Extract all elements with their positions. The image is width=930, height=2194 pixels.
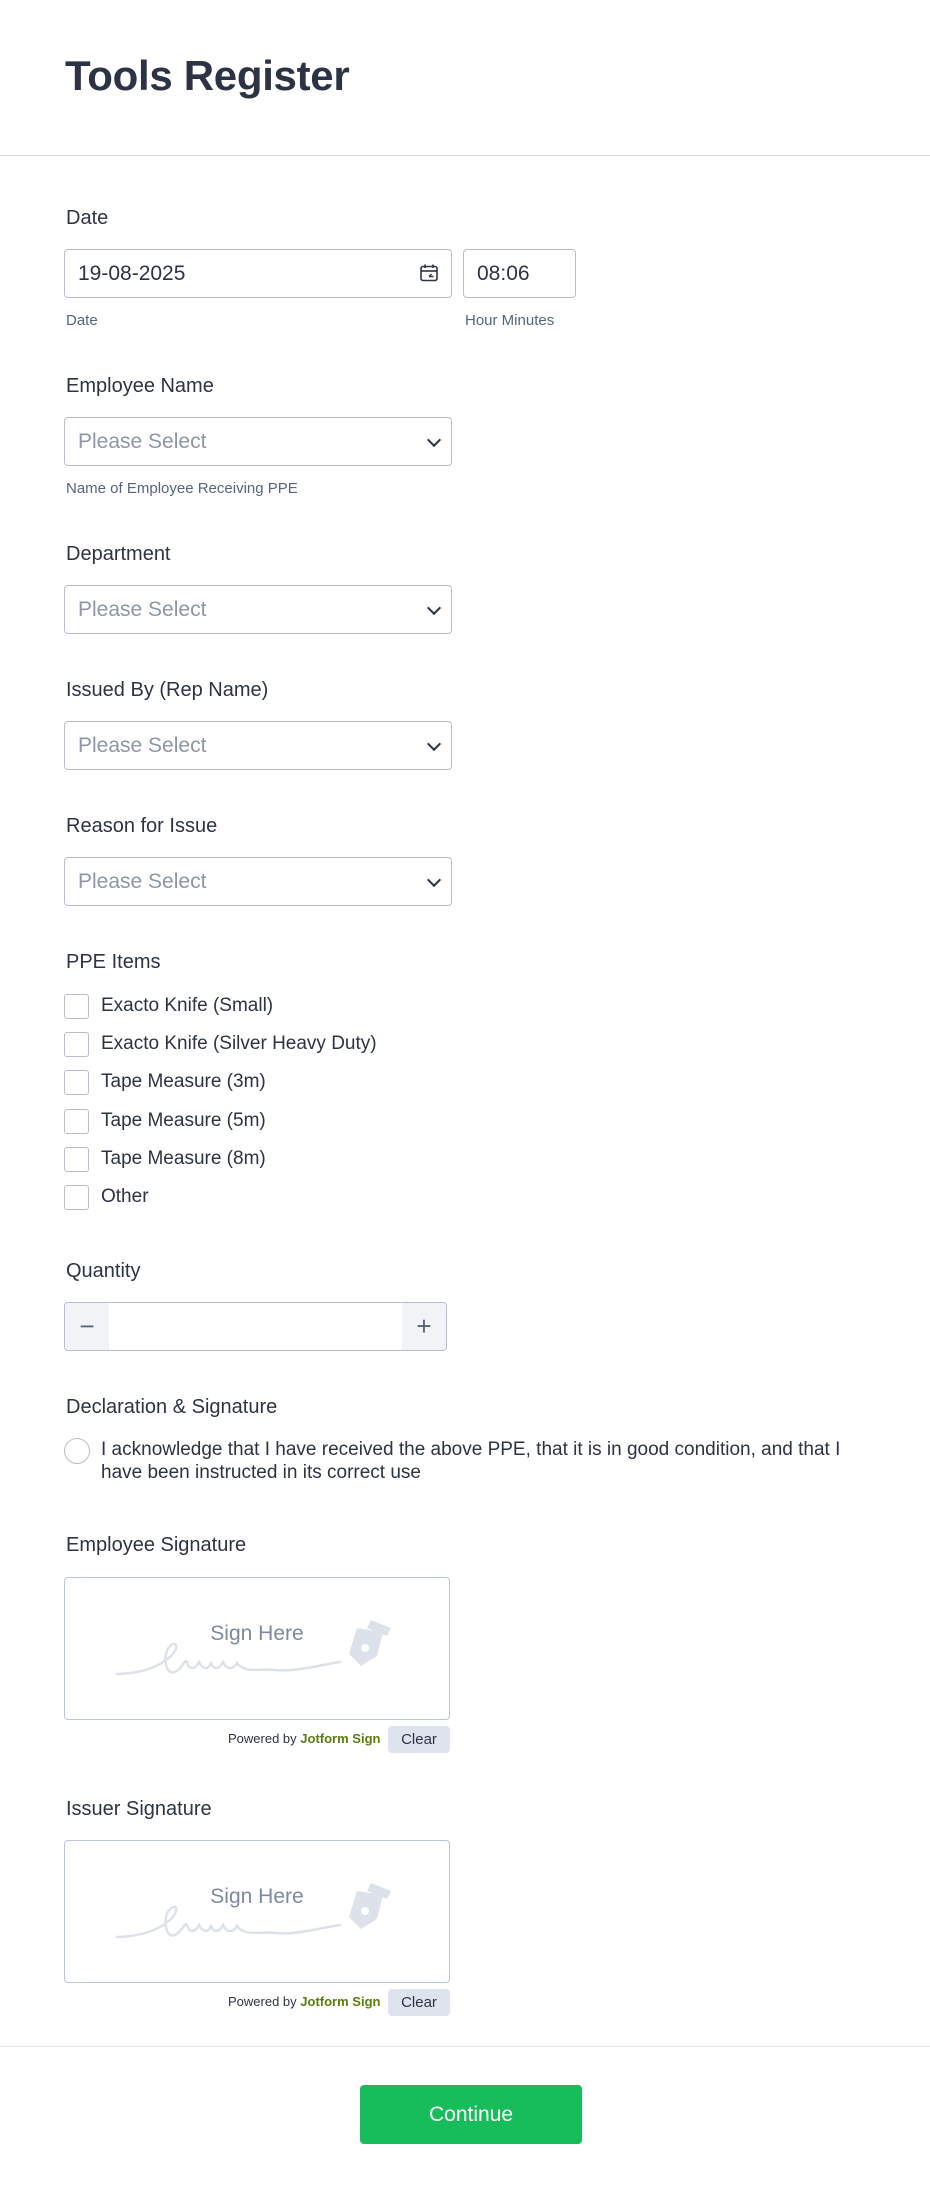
employee-name-label: Employee Name <box>66 375 214 397</box>
sign-here-text: Sign Here <box>210 1885 304 1908</box>
employee-name-select[interactable] <box>64 417 452 466</box>
clear-issuer-signature-button[interactable]: Clear <box>388 1989 450 2016</box>
reason-label: Reason for Issue <box>66 815 218 837</box>
employee-name-sublabel: Name of Employee Receiving PPE <box>66 480 298 497</box>
chevron-down-icon <box>427 600 441 614</box>
date-input[interactable] <box>64 249 452 298</box>
signature-pen-icon <box>115 1618 405 1688</box>
ppe-option-label: Exacto Knife (Small) <box>101 995 274 1016</box>
quantity-stepper <box>64 1302 447 1351</box>
decrement-button[interactable]: − <box>65 1303 109 1350</box>
powered-prefix: Powered by <box>228 1994 297 2009</box>
checkbox[interactable] <box>64 1032 89 1057</box>
clear-employee-signature-button[interactable]: Clear <box>388 1726 450 1753</box>
chevron-down-icon <box>427 432 441 446</box>
time-value: 08:06 <box>477 261 530 285</box>
issued-by-label: Issued By (Rep Name) <box>66 679 269 701</box>
checkbox[interactable] <box>64 1070 89 1095</box>
signature-pen-icon <box>115 1881 405 1951</box>
jotform-sign-link[interactable]: Jotform Sign <box>300 1731 381 1746</box>
reason-select[interactable] <box>64 857 452 906</box>
ppe-items-label: PPE Items <box>66 951 161 973</box>
department-label: Department <box>66 543 171 565</box>
ppe-option-label: Exacto Knife (Silver Heavy Duty) <box>101 1033 377 1054</box>
time-input[interactable] <box>463 249 576 298</box>
chevron-down-icon <box>427 872 441 886</box>
date-sublabel: Date <box>66 312 98 329</box>
date-label: Date <box>66 207 109 229</box>
ppe-option[interactable] <box>64 1069 266 1095</box>
checkbox[interactable] <box>64 994 89 1019</box>
quantity-input[interactable] <box>109 1303 402 1350</box>
employee-signature-pad[interactable] <box>64 1577 450 1720</box>
ppe-option[interactable] <box>64 1146 266 1172</box>
ppe-option-label: Tape Measure (5m) <box>101 1110 266 1131</box>
acknowledge-radio[interactable] <box>64 1438 90 1464</box>
chevron-down-icon <box>427 736 441 750</box>
declaration-text: I acknowledge that I have received the above PPE, that it is in good condition, and that I have been instructed in its correct use <box>101 1439 841 1483</box>
issued-by-placeholder: Please Select <box>78 733 207 757</box>
calendar-icon[interactable] <box>419 263 439 289</box>
date-value: 19-08-2025 <box>78 261 186 285</box>
ppe-option-label: Other <box>101 1186 149 1207</box>
department-placeholder: Please Select <box>78 597 207 621</box>
ppe-option[interactable] <box>64 1031 377 1057</box>
jotform-sign-link[interactable]: Jotform Sign <box>300 1994 381 2009</box>
powered-by-text <box>228 1994 380 2009</box>
ppe-option[interactable] <box>64 993 273 1019</box>
issuer-signature-pad[interactable] <box>64 1840 450 1983</box>
ppe-option-label: Tape Measure (3m) <box>101 1071 266 1092</box>
powered-by-text <box>228 1731 380 1746</box>
ppe-option-label: Tape Measure (8m) <box>101 1148 266 1169</box>
powered-prefix: Powered by <box>228 1731 297 1746</box>
declaration-label: Declaration & Signature <box>66 1396 278 1418</box>
quantity-label: Quantity <box>66 1260 141 1282</box>
ppe-option[interactable] <box>64 1108 266 1134</box>
time-sublabel: Hour Minutes <box>465 312 555 329</box>
department-select[interactable] <box>64 585 452 634</box>
continue-button[interactable]: Continue <box>360 2085 582 2144</box>
issuer-signature-label: Issuer Signature <box>66 1798 212 1820</box>
employee-signature-label: Employee Signature <box>66 1534 247 1556</box>
ppe-option[interactable] <box>64 1184 149 1210</box>
checkbox[interactable] <box>64 1147 89 1172</box>
sign-here-text: Sign Here <box>210 1622 304 1645</box>
form-title: Tools Register <box>65 52 350 99</box>
reason-placeholder: Please Select <box>78 869 207 893</box>
checkbox[interactable] <box>64 1185 89 1210</box>
form-footer <box>0 2046 930 2194</box>
issued-by-select[interactable] <box>64 721 452 770</box>
increment-button[interactable]: + <box>402 1303 446 1350</box>
employee-name-placeholder: Please Select <box>78 429 207 453</box>
checkbox[interactable] <box>64 1109 89 1134</box>
form-header <box>0 0 930 156</box>
